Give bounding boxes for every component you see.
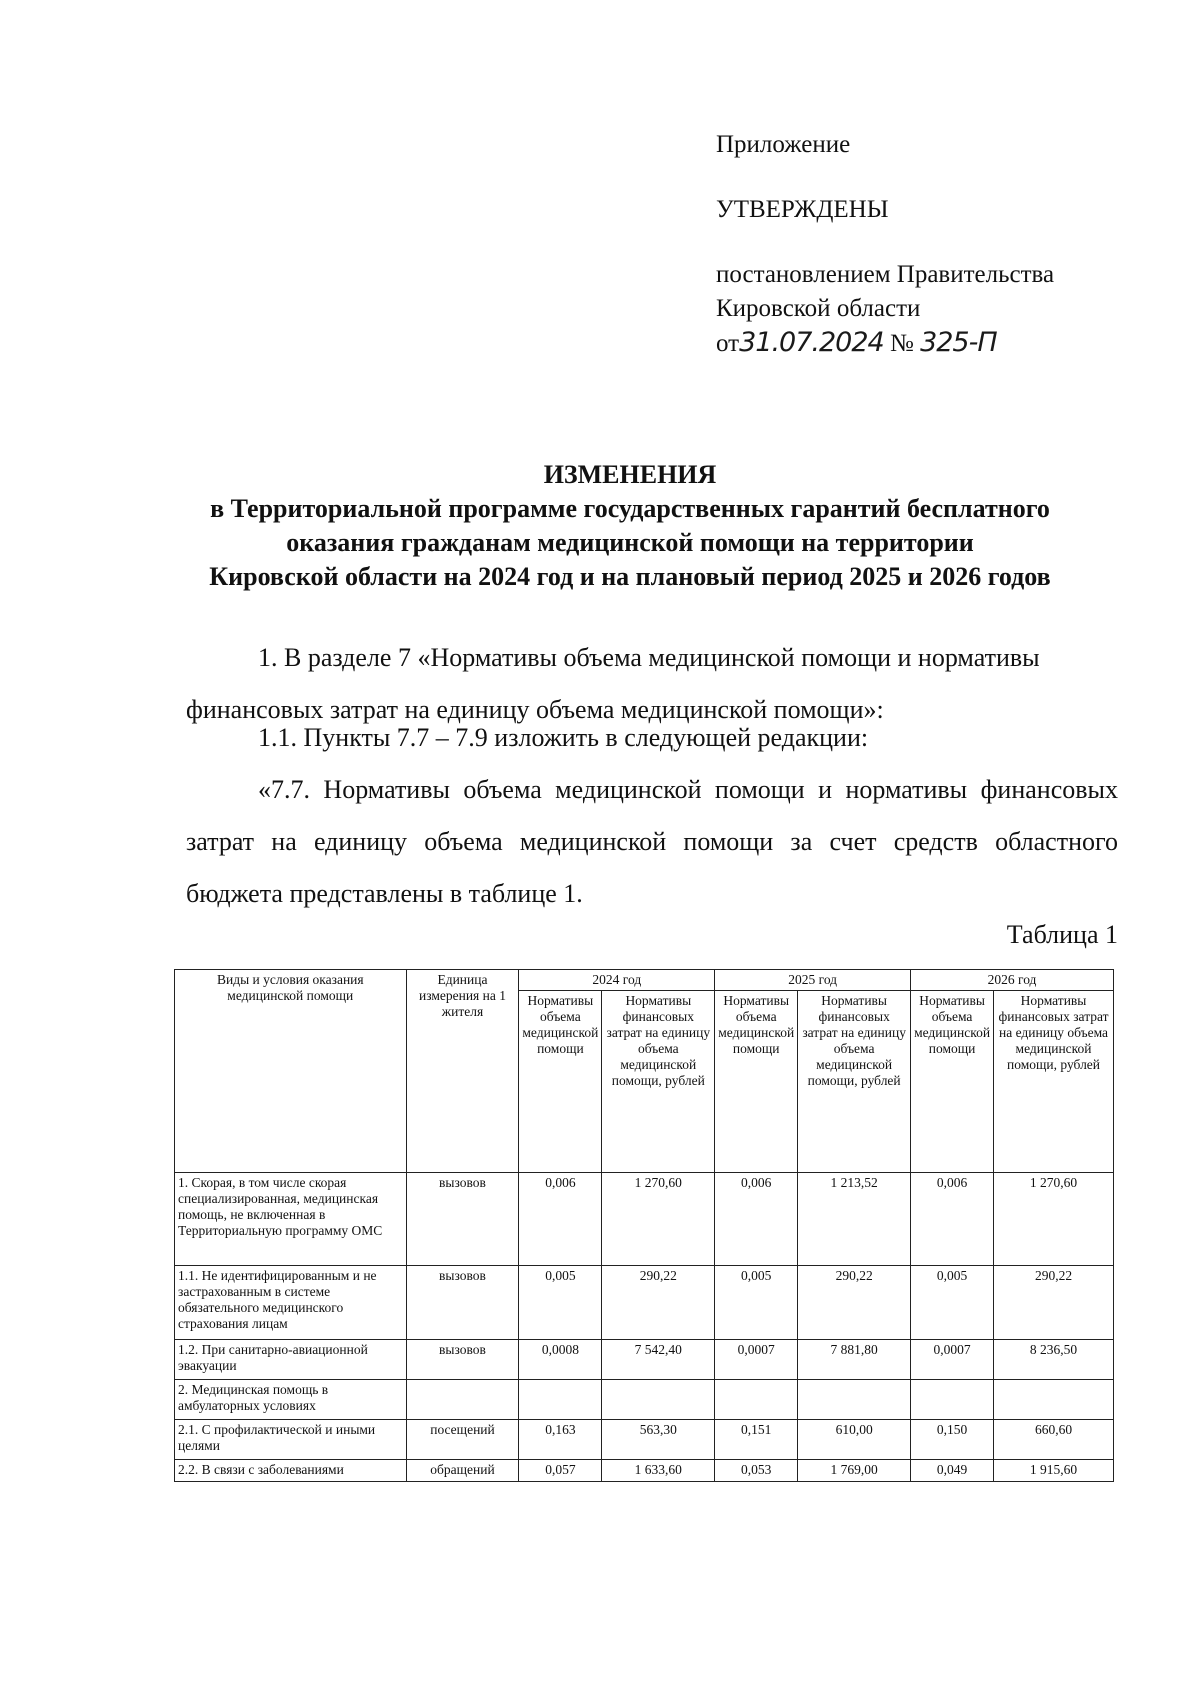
decree-date: 31.07.2024 — [739, 327, 884, 358]
header-year-2026: 2026 год — [911, 970, 1114, 991]
row-2025-volume: 0,053 — [715, 1460, 798, 1482]
row-2024-finance: 1 633,60 — [602, 1460, 715, 1482]
row-2025-volume: 0,0007 — [715, 1340, 798, 1380]
row-name: 2. Медицинская помощь в амбулаторных условиях — [175, 1380, 407, 1420]
header-kinds: Виды и условия оказания медицинской помощи — [175, 970, 407, 1173]
header-year-2025: 2025 год — [715, 970, 911, 991]
document-title — [150, 458, 1110, 594]
row-2026-volume: 0,0007 — [911, 1340, 994, 1380]
row-2024-finance: 290,22 — [602, 1266, 715, 1340]
decree-block — [716, 258, 1054, 361]
header-unit: Единица измерения на 1 жителя — [406, 970, 519, 1173]
decree-number: 325-П — [920, 327, 997, 358]
row-name: 2.2. В связи с заболеваниями — [175, 1460, 407, 1482]
row-2025-volume: 0,005 — [715, 1266, 798, 1340]
row-name: 2.1. С профилактической и иными целями — [175, 1420, 407, 1460]
row-2026-finance: 1 915,60 — [994, 1460, 1114, 1482]
row-2024-finance: 7 542,40 — [602, 1340, 715, 1380]
table-row — [175, 1380, 1114, 1420]
row-unit — [406, 1380, 519, 1420]
row-2026-volume: 0,049 — [911, 1460, 994, 1482]
row-2024-finance: 563,30 — [602, 1420, 715, 1460]
header-2025-volume: Нормативы объема медицинской помощи — [715, 991, 798, 1173]
header-year-2024: 2024 год — [519, 970, 715, 991]
title-line-3: оказания гражданам медицинской помощи на территории — [286, 528, 974, 557]
row-name: 1.2. При санитарно-авиационной эвакуации — [175, 1340, 407, 1380]
row-unit: вызовов — [406, 1266, 519, 1340]
row-unit: обращений — [406, 1460, 519, 1482]
row-2024-volume: 0,057 — [519, 1460, 602, 1482]
row-2026-volume: 0,006 — [911, 1173, 994, 1266]
row-2026-finance: 290,22 — [994, 1266, 1114, 1340]
table-row — [175, 1340, 1114, 1380]
table-header-row-1 — [175, 970, 1114, 991]
row-2024-volume — [519, 1380, 602, 1420]
paragraph-2: 1.1. Пункты 7.7 – 7.9 изложить в следующей редакции: — [258, 723, 869, 752]
row-unit: вызовов — [406, 1173, 519, 1266]
table-row — [175, 1173, 1114, 1266]
row-2025-finance: 7 881,80 — [798, 1340, 911, 1380]
row-2025-finance: 1 769,00 — [798, 1460, 911, 1482]
header-2024-volume: Нормативы объема медицинской помощи — [519, 991, 602, 1173]
row-2024-volume: 0,0008 — [519, 1340, 602, 1380]
paragraph-1: 1. В разделе 7 «Нормативы объема медицинской помощи и нормативы финансовых затрат на единицу объема медицинской помощи»: — [186, 643, 1040, 724]
paragraph-3: «7.7. Нормативы объема медицинской помощи и нормативы финансовых затрат на единицу объема медицинской помощи за счет средств областного бюджета представлены в таблице 1. — [186, 775, 1118, 908]
row-2025-finance — [798, 1380, 911, 1420]
table-row — [175, 1460, 1114, 1482]
title-line-2: в Территориальной программе государственных гарантий бесплатного — [210, 494, 1050, 523]
number-sign: № — [889, 330, 914, 357]
row-2026-finance: 8 236,50 — [994, 1340, 1114, 1380]
row-2026-finance: 1 270,60 — [994, 1173, 1114, 1266]
row-2024-volume: 0,005 — [519, 1266, 602, 1340]
header-2025-finance: Нормативы финансовых затрат на единицу объема медицинской помощи, рублей — [798, 991, 911, 1173]
title-line-4: Кировской области на 2024 год и на плановый период 2025 и 2026 годов — [209, 562, 1051, 591]
date-prefix: от — [716, 330, 740, 357]
row-name: 1. Скорая, в том числе скорая специализированная, медицинская помощь, не включенная в Территориальную программу ОМС — [175, 1173, 407, 1266]
header-2026-volume: Нормативы объема медицинской помощи — [911, 991, 994, 1173]
table-label: Таблица 1 — [1006, 920, 1118, 949]
row-name: 1.1. Не идентифицированным и не застрахованным в системе обязательного медицинского страхования лицам — [175, 1266, 407, 1340]
row-2026-volume: 0,005 — [911, 1266, 994, 1340]
appendix-label: Приложение — [716, 131, 851, 158]
decree-line-1: постановлением Правительства — [716, 261, 1055, 288]
decree-date-line — [716, 326, 1054, 361]
decree-line-2: Кировской области — [716, 295, 921, 322]
row-2024-volume: 0,006 — [519, 1173, 602, 1266]
row-2025-volume — [715, 1380, 798, 1420]
header-2024-finance: Нормативы финансовых затрат на единицу объема медицинской помощи, рублей — [602, 991, 715, 1173]
norms-table — [174, 969, 1114, 1482]
title-line-1: ИЗМЕНЕНИЯ — [543, 460, 717, 489]
row-2026-finance — [994, 1380, 1114, 1420]
row-unit: посещений — [406, 1420, 519, 1460]
row-2026-volume: 0,150 — [911, 1420, 994, 1460]
row-2025-finance: 1 213,52 — [798, 1173, 911, 1266]
table-row — [175, 1420, 1114, 1460]
row-2026-volume — [911, 1380, 994, 1420]
row-2024-finance: 1 270,60 — [602, 1173, 715, 1266]
row-2025-finance: 290,22 — [798, 1266, 911, 1340]
approved-label: УТВЕРЖДЕНЫ — [716, 196, 889, 223]
row-2024-volume: 0,163 — [519, 1420, 602, 1460]
table-row — [175, 1266, 1114, 1340]
row-2026-finance: 660,60 — [994, 1420, 1114, 1460]
row-2025-finance: 610,00 — [798, 1420, 911, 1460]
row-unit: вызовов — [406, 1340, 519, 1380]
row-2025-volume: 0,006 — [715, 1173, 798, 1266]
row-2024-finance — [602, 1380, 715, 1420]
row-2025-volume: 0,151 — [715, 1420, 798, 1460]
header-2026-finance: Нормативы финансовых затрат на единицу объема медицинской помощи, рублей — [994, 991, 1114, 1173]
